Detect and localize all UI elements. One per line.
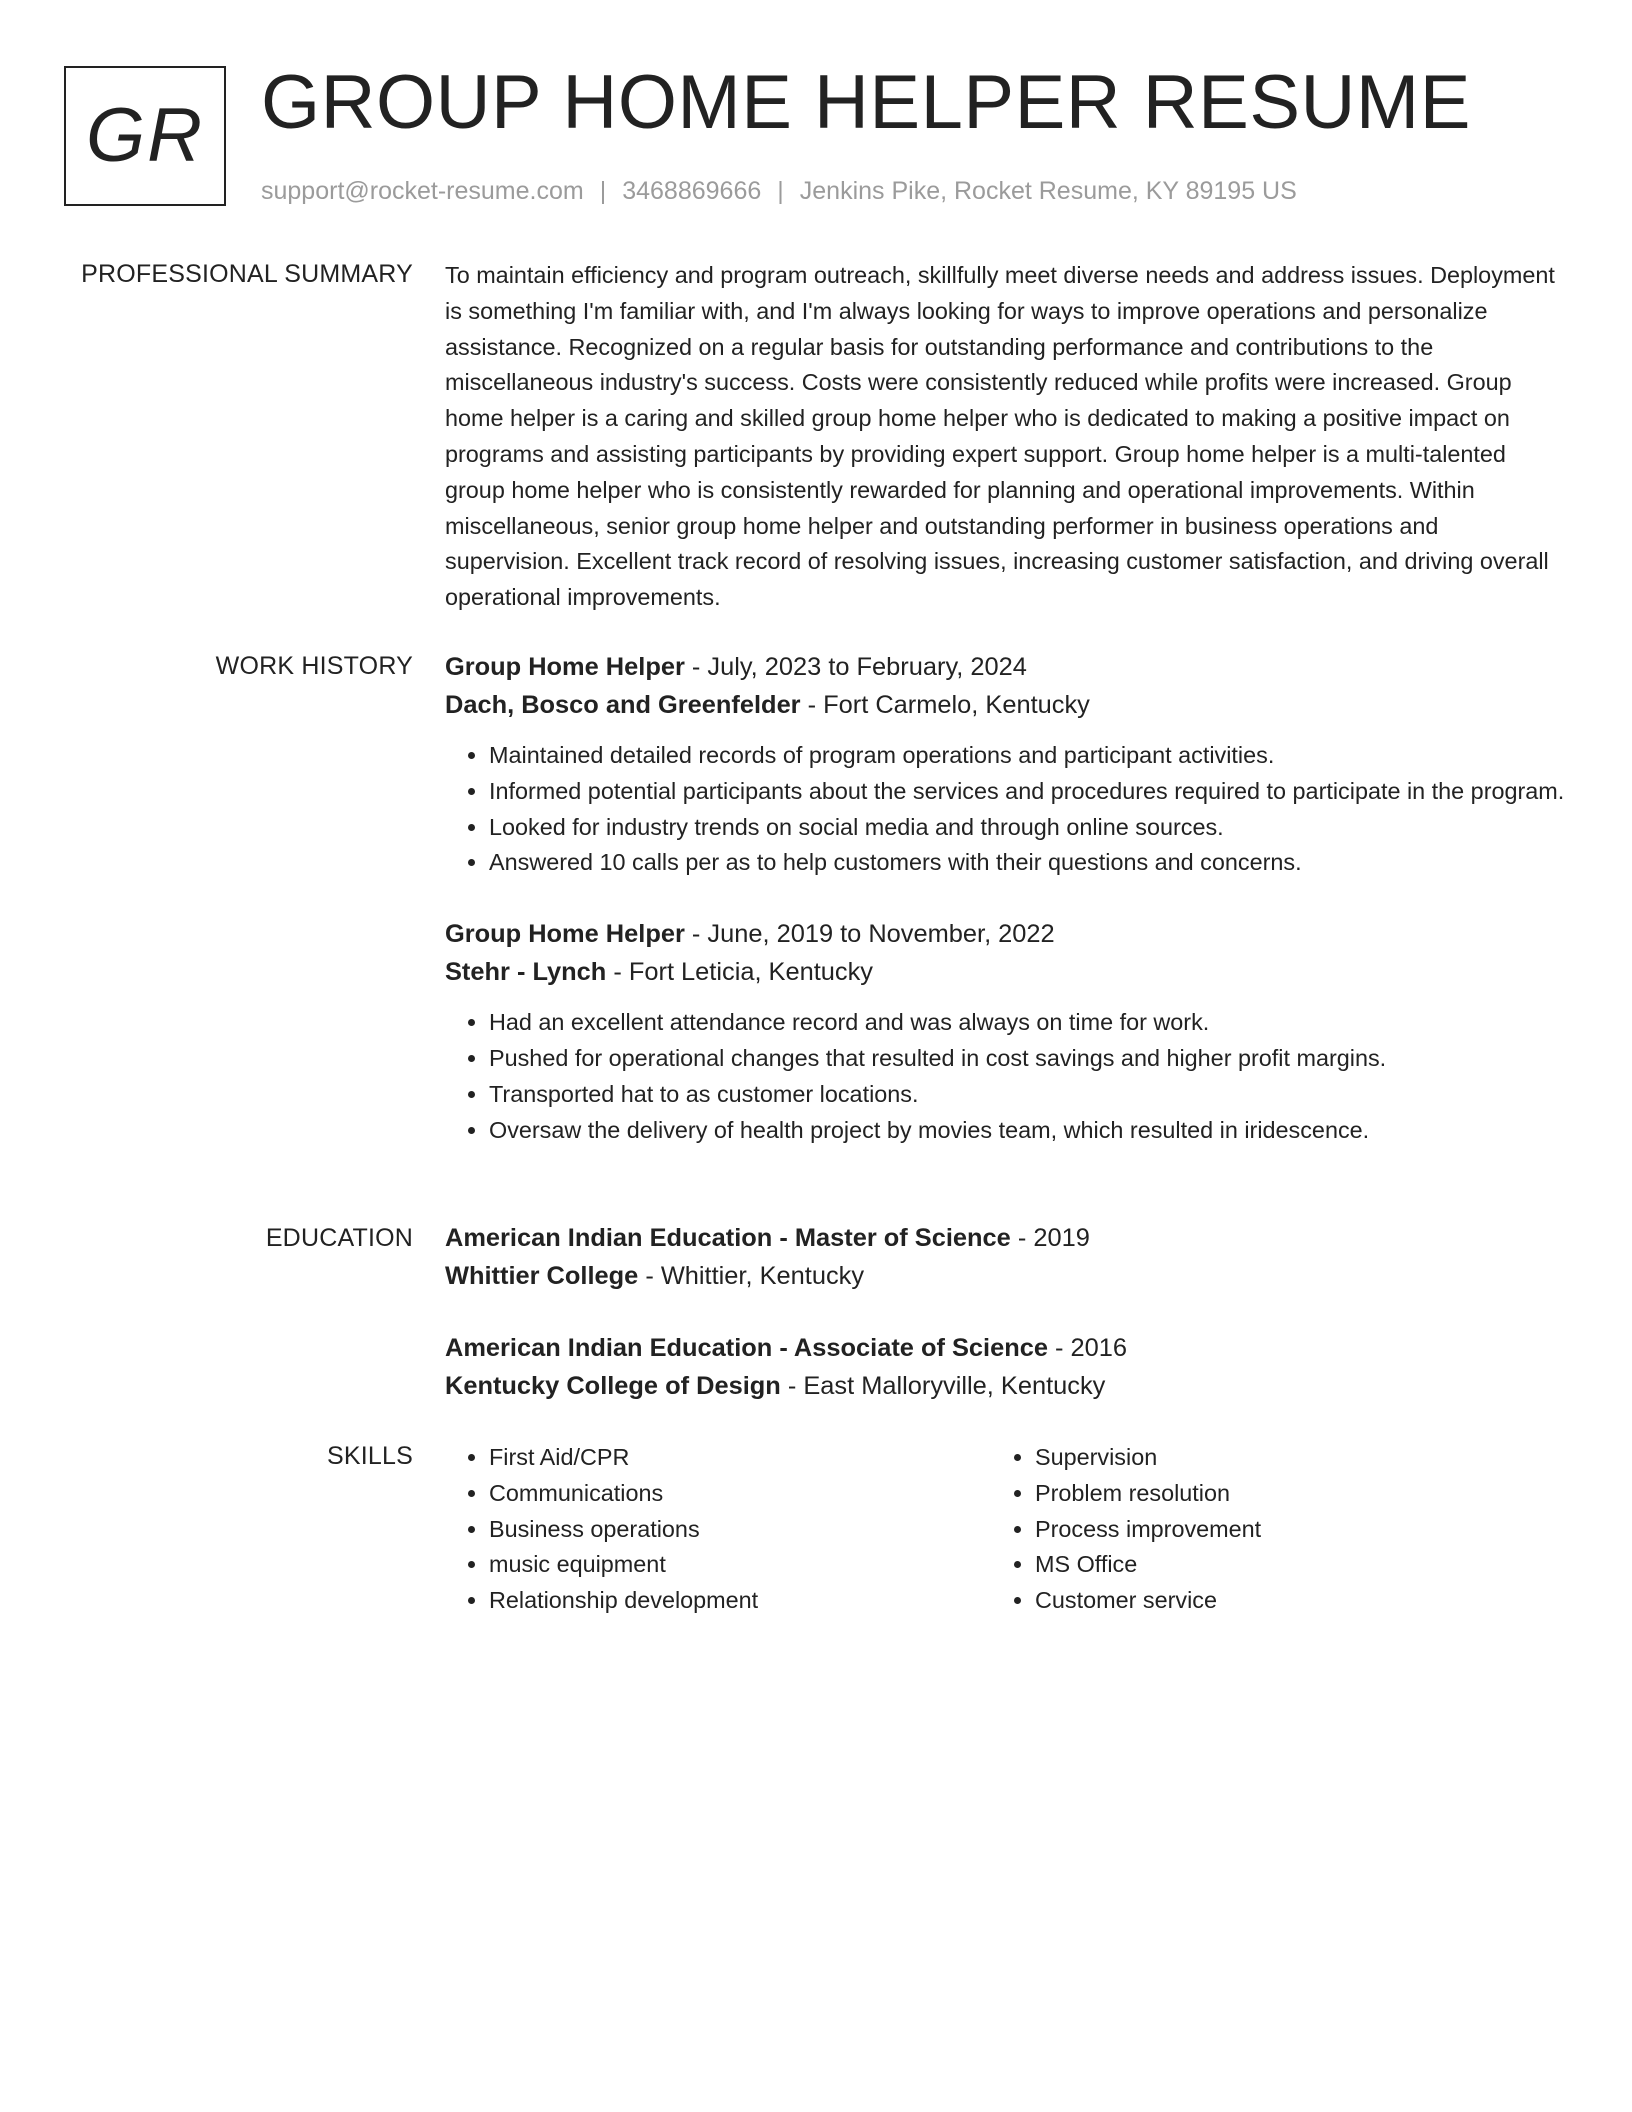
- skill-item: • First Aid/CPR: [489, 1440, 991, 1476]
- education-entry: [445, 1329, 1565, 1405]
- job-company: Stehr - Lynch: [445, 958, 607, 987]
- job-title: Group Home Helper: [445, 653, 685, 681]
- skill-item: • Relationship development: [489, 1583, 991, 1619]
- monogram-initials: GR: [86, 93, 204, 178]
- job-company: Dach, Bosco and Greenfelder: [445, 691, 801, 719]
- job-bullets: [445, 738, 1565, 881]
- skill-item: • music equipment: [489, 1547, 991, 1583]
- education-degree: American Indian Education - Master of Science: [445, 1224, 1011, 1252]
- section-label-work-history: WORK HISTORY: [215, 652, 413, 680]
- education-degree: American Indian Education - Associate of Science: [445, 1334, 1048, 1362]
- job-bullet: • Maintained detailed records of program operations and participant activities.: [489, 738, 1565, 774]
- education-location: - Whittier, Kentucky: [638, 1262, 865, 1290]
- job-bullet: • Pushed for operational changes that resulted in cost savings and higher profit margins.: [489, 1041, 1565, 1077]
- job-bullet: • Looked for industry trends on social media and through online sources.: [489, 810, 1565, 846]
- monogram-box: [64, 66, 226, 206]
- job-title: Group Home Helper: [445, 920, 685, 949]
- summary-text: To maintain efficiency and program outreach, skillfully meet diverse needs and address issues. Deployment is something I'm familiar with, and I'm always looking for ways to improve operations and personalize assistance. Recognized on a regular basis for outstanding performance and contributions to the miscellaneous industry's success. Costs were consistently reduced while profits were increased. Group home helper is a caring and skilled group home helper who is dedicated to making a positive impact on programs and assisting participants by providing expert support. Group home helper is a multi-talented group home helper who is consistently rewarded for planning and operational improvements. Within miscellaneous, senior group home helper and outstanding performer in business operations and supervision. Excellent track record of resolving issues, increasing customer satisfaction, and driving overall operational improvements.: [445, 262, 1555, 611]
- resume-title: GROUP HOME HELPER RESUME: [261, 60, 1471, 145]
- education-school-line: [445, 1367, 1565, 1405]
- skills-grid: [445, 1440, 1565, 1619]
- job-company-line: [445, 686, 1565, 724]
- education-location: - East Malloryville, Kentucky: [780, 1372, 1106, 1400]
- job-bullet: • Informed potential participants about the services and procedures required to participate in the program.: [489, 774, 1565, 810]
- skills-list: [991, 1440, 1537, 1619]
- contact-line: [261, 174, 1297, 208]
- skills-section: [445, 1440, 1565, 1619]
- job-title-line: [445, 915, 1565, 953]
- section-label-summary: PROFESSIONAL SUMMARY: [81, 260, 413, 288]
- skill-item: • Communications: [489, 1476, 991, 1512]
- job-company-line: [445, 953, 1565, 991]
- education-entry: [445, 1219, 1565, 1295]
- education-section: [445, 1219, 1565, 1439]
- job-bullets: [445, 1005, 1565, 1148]
- job-bullet: • Answered 10 calls per as to help customers with their questions and concerns.: [489, 845, 1565, 881]
- education-year: - 2016: [1047, 1334, 1128, 1362]
- job-dates: - July, 2023 to February, 2024: [684, 653, 1027, 681]
- skills-column-left: [445, 1440, 991, 1619]
- job-bullet: • Had an excellent attendance record and was always on time for work.: [489, 1005, 1565, 1041]
- education-school-line: [445, 1257, 1565, 1295]
- job-entry: [445, 915, 1565, 1148]
- job-entry: [445, 648, 1565, 881]
- contact-email[interactable]: support@rocket-resume.com: [261, 177, 584, 205]
- contact-separator: |: [599, 177, 607, 205]
- skill-item: • Business operations: [489, 1512, 991, 1548]
- education-degree-line: [445, 1329, 1565, 1367]
- skill-item: • Customer service: [1035, 1583, 1537, 1619]
- work-history-section: [445, 648, 1565, 1182]
- job-location: - Fort Carmelo, Kentucky: [800, 691, 1090, 719]
- skill-item: • Problem resolution: [1035, 1476, 1537, 1512]
- education-school: Kentucky College of Design: [445, 1372, 781, 1400]
- skills-column-right: [991, 1440, 1537, 1619]
- skill-item: • Process improvement: [1035, 1512, 1537, 1548]
- contact-separator: |: [777, 177, 784, 205]
- contact-phone[interactable]: 3468869666: [622, 177, 762, 205]
- summary-section: [445, 258, 1565, 616]
- job-bullet: • Oversaw the delivery of health project by movies team, which resulted in iridescence.: [489, 1113, 1565, 1149]
- section-label-education: EDUCATION: [265, 1224, 413, 1252]
- job-title-line: [445, 648, 1565, 686]
- education-school: Whittier College: [445, 1262, 639, 1290]
- job-dates: - June, 2019 to November, 2022: [684, 920, 1055, 949]
- section-label-skills: SKILLS: [327, 1442, 413, 1470]
- skills-list: [445, 1440, 991, 1619]
- skill-item: • Supervision: [1035, 1440, 1537, 1476]
- education-year: - 2019: [1010, 1224, 1090, 1252]
- skill-item: • MS Office: [1035, 1547, 1537, 1583]
- contact-address: Jenkins Pike, Rocket Resume, KY 89195 US: [799, 177, 1297, 205]
- job-location: - Fort Leticia, Kentucky: [606, 958, 873, 987]
- job-bullet: • Transported hat to as customer locations.: [489, 1077, 1565, 1113]
- education-degree-line: [445, 1219, 1565, 1257]
